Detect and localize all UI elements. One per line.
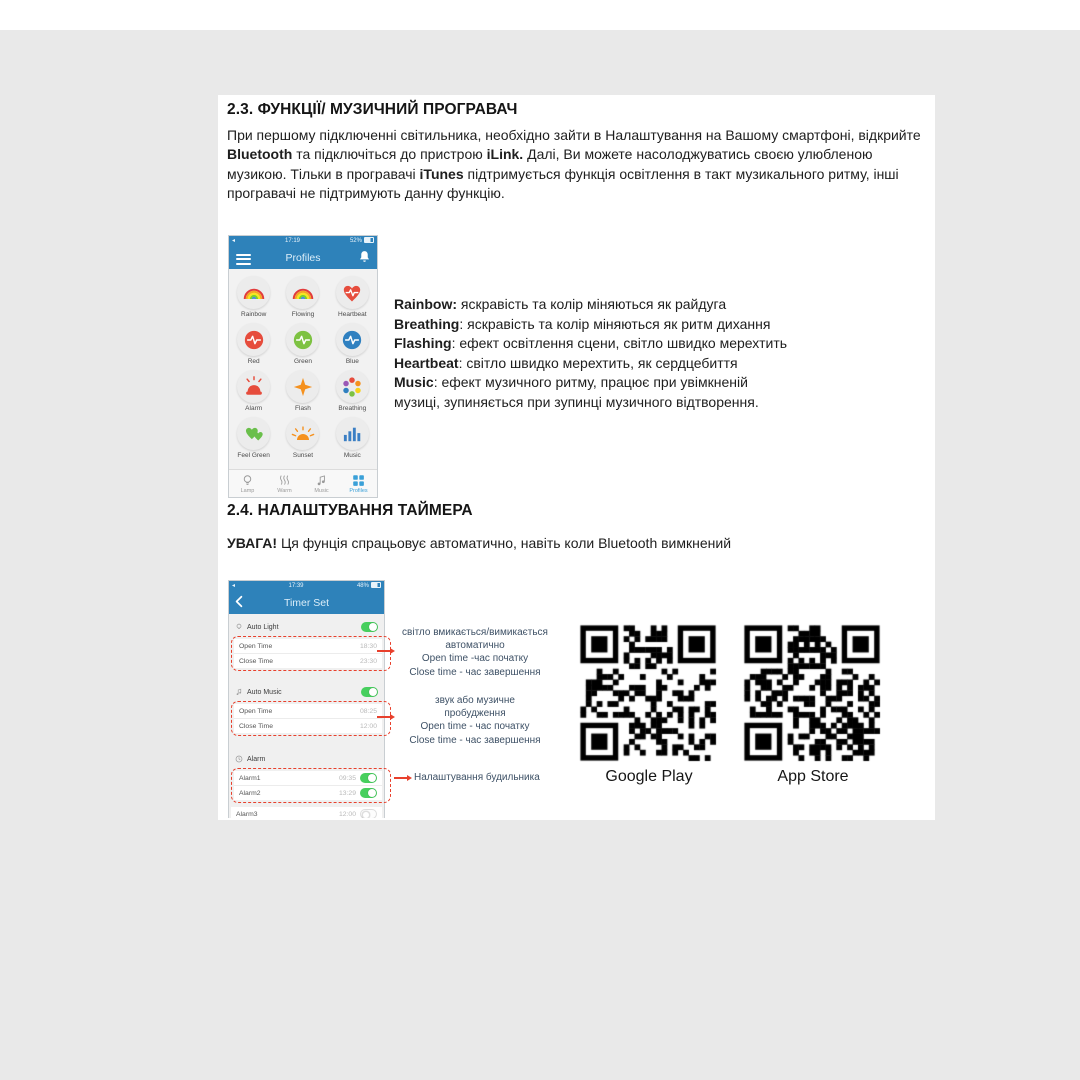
profile-heartbeat[interactable]: Heartbeat bbox=[328, 276, 377, 323]
blue-pulse-icon bbox=[341, 329, 363, 351]
open-time-row[interactable]: Open Time 18:30 bbox=[234, 639, 382, 654]
app-store-qr-block bbox=[739, 620, 887, 786]
profile-rainbow[interactable]: Rainbow bbox=[229, 276, 278, 323]
section-2-4-title: 2.4. НАЛАШТУВАННЯ ТАЙМЕРА bbox=[227, 502, 473, 519]
tab-warm[interactable]: Warm bbox=[266, 470, 303, 497]
close-time-row[interactable]: Close Time 23:30 bbox=[234, 654, 382, 668]
auto-light-toggle[interactable] bbox=[361, 622, 378, 632]
top-white-strip bbox=[0, 0, 1080, 30]
rainbow-icon bbox=[242, 286, 266, 300]
tab-music[interactable]: Music bbox=[303, 470, 340, 497]
alarm1-row[interactable]: Alarm1 09:35 bbox=[234, 771, 382, 786]
alarm3-toggle[interactable] bbox=[360, 809, 377, 818]
status-time: 17:19 bbox=[284, 238, 300, 244]
tab-lamp[interactable]: Lamp bbox=[229, 470, 266, 497]
back-arrow-icon: ◂ bbox=[232, 238, 236, 244]
effect-heartbeat: Heartbeat: світло швидко мерехтить, як сердцебиття bbox=[394, 354, 738, 371]
app-store-qr-code bbox=[739, 620, 885, 766]
lamp-icon bbox=[241, 474, 254, 487]
callout-arrow-3 bbox=[394, 777, 407, 779]
timer-app-screenshot bbox=[228, 580, 406, 818]
profile-breathing[interactable]: Breathing bbox=[328, 370, 377, 417]
effect-music: Music: ефект музичного ритму, працює при увімкненій музиці, зупиняється при зупинці музичного відтворення. bbox=[394, 374, 759, 410]
breathing-icon bbox=[341, 376, 363, 398]
auto-music-times-callout bbox=[231, 701, 391, 736]
profiles-nav-bar bbox=[229, 246, 377, 269]
tab-profiles[interactable]: Profiles bbox=[340, 470, 377, 497]
app-store-label: App Store bbox=[777, 768, 849, 785]
back-button[interactable] bbox=[235, 595, 243, 611]
status-bar bbox=[229, 236, 377, 246]
profile-green[interactable]: Green bbox=[278, 323, 327, 370]
profile-blue[interactable]: Blue bbox=[328, 323, 377, 370]
battery-status: 48% bbox=[357, 581, 381, 591]
menu-icon[interactable] bbox=[236, 251, 251, 267]
music-bars-icon bbox=[342, 425, 362, 443]
clock-icon bbox=[235, 755, 243, 763]
back-arrow-icon: ◂ bbox=[232, 583, 236, 589]
effects-description-list bbox=[394, 295, 914, 412]
manual-page bbox=[218, 95, 935, 820]
effect-breathing: Breathing: яскравість та колір міняються як ритм дихання bbox=[394, 315, 771, 332]
annotation-auto-light: світло вмикається/вимикається автоматично Open time -час початку Close time - час завершення bbox=[402, 627, 548, 678]
alarm3-row[interactable]: Alarm3 12:00 bbox=[231, 807, 382, 818]
bulb-icon bbox=[235, 623, 243, 631]
alarm2-toggle[interactable] bbox=[360, 788, 377, 798]
profile-music[interactable]: Music bbox=[328, 417, 377, 464]
rainbow-icon bbox=[291, 286, 315, 300]
annotation-alarm: Налаштування будильника bbox=[414, 772, 540, 783]
bell-icon[interactable] bbox=[358, 250, 371, 267]
feel-green-icon bbox=[243, 424, 265, 444]
profile-alarm[interactable]: Alarm bbox=[229, 370, 278, 417]
music-note-icon bbox=[235, 688, 243, 696]
status-time: 17:39 bbox=[288, 583, 304, 589]
flash-icon bbox=[292, 376, 314, 398]
battery-icon bbox=[364, 237, 374, 243]
profile-red[interactable]: Red bbox=[229, 323, 278, 370]
battery-icon bbox=[371, 582, 381, 588]
alarm2-row[interactable]: Alarm2 13:29 bbox=[234, 786, 382, 800]
profiles-app-screenshot bbox=[228, 235, 378, 498]
section-2-3-paragraph: При першому підключенні світильника, необхідно зайти в Налаштування на Вашому смартфоні, відкрийте Bluetooth та підключіться до пристрою iLink. Далі, Ви можете насолоджуватись своєю улюбленою музикою. Тільки в програвачі iTunes підтримується функція освітлення в такт музикального ритму, інші програвачі не підтримують данну функцію. bbox=[227, 127, 921, 201]
auto-music-row: Auto Music bbox=[229, 685, 384, 699]
annotation-auto-music: звук або музичне пробудження Open time - час початку Close time - час завершення bbox=[409, 695, 541, 746]
sunset-icon bbox=[291, 426, 315, 441]
close-time-row[interactable]: Close Time 12:00 bbox=[234, 719, 382, 733]
profiles-grid-icon bbox=[352, 474, 365, 487]
alarm-rows-callout bbox=[231, 768, 391, 803]
profile-feel-green[interactable]: Feel Green bbox=[229, 417, 278, 464]
green-pulse-icon bbox=[292, 329, 314, 351]
status-bar bbox=[229, 581, 384, 591]
warning-line: УВАГА! Ця фунція спрацьовує автоматично, навіть коли Bluetooth вимкнений bbox=[227, 535, 732, 551]
effect-flashing: Flashing: ефект освітлення сцени, світло швидко мерехтить bbox=[394, 335, 788, 351]
battery-status: 52% bbox=[350, 236, 374, 246]
heartbeat-icon bbox=[341, 283, 363, 303]
alarm-section-row: Alarm bbox=[229, 752, 384, 766]
profile-flowing[interactable]: Flowing bbox=[278, 276, 327, 323]
profile-flash[interactable]: Flash bbox=[278, 370, 327, 417]
timer-nav-bar bbox=[229, 591, 384, 614]
effect-rainbow: Rainbow: яскравість та колір міняються як райдуга bbox=[394, 296, 727, 312]
auto-music-toggle[interactable] bbox=[361, 687, 378, 697]
auto-light-times-callout bbox=[231, 636, 391, 671]
alarm-icon bbox=[243, 376, 265, 397]
profiles-title: Profiles bbox=[285, 251, 321, 264]
alarm1-toggle[interactable] bbox=[360, 773, 377, 783]
tab-bar bbox=[229, 469, 377, 497]
google-play-label: Google Play bbox=[605, 768, 693, 785]
red-pulse-icon bbox=[243, 329, 265, 351]
auto-light-row: Auto Light bbox=[229, 620, 384, 634]
profile-sunset[interactable]: Sunset bbox=[278, 417, 327, 464]
timer-title: Timer Set bbox=[283, 596, 330, 609]
warm-icon bbox=[278, 474, 291, 487]
profiles-grid bbox=[229, 269, 377, 464]
callout-arrow-2 bbox=[377, 716, 390, 718]
google-play-qr-code bbox=[575, 620, 721, 766]
callout-arrow-1 bbox=[377, 650, 390, 652]
section-2-3-title: 2.3. ФУНКЦІЇ/ МУЗИЧНИЙ ПРОГРАВАЧ bbox=[227, 101, 518, 118]
google-play-qr-block bbox=[575, 620, 723, 786]
open-time-row[interactable]: Open Time 08:25 bbox=[234, 704, 382, 719]
music-note-icon bbox=[315, 474, 328, 487]
